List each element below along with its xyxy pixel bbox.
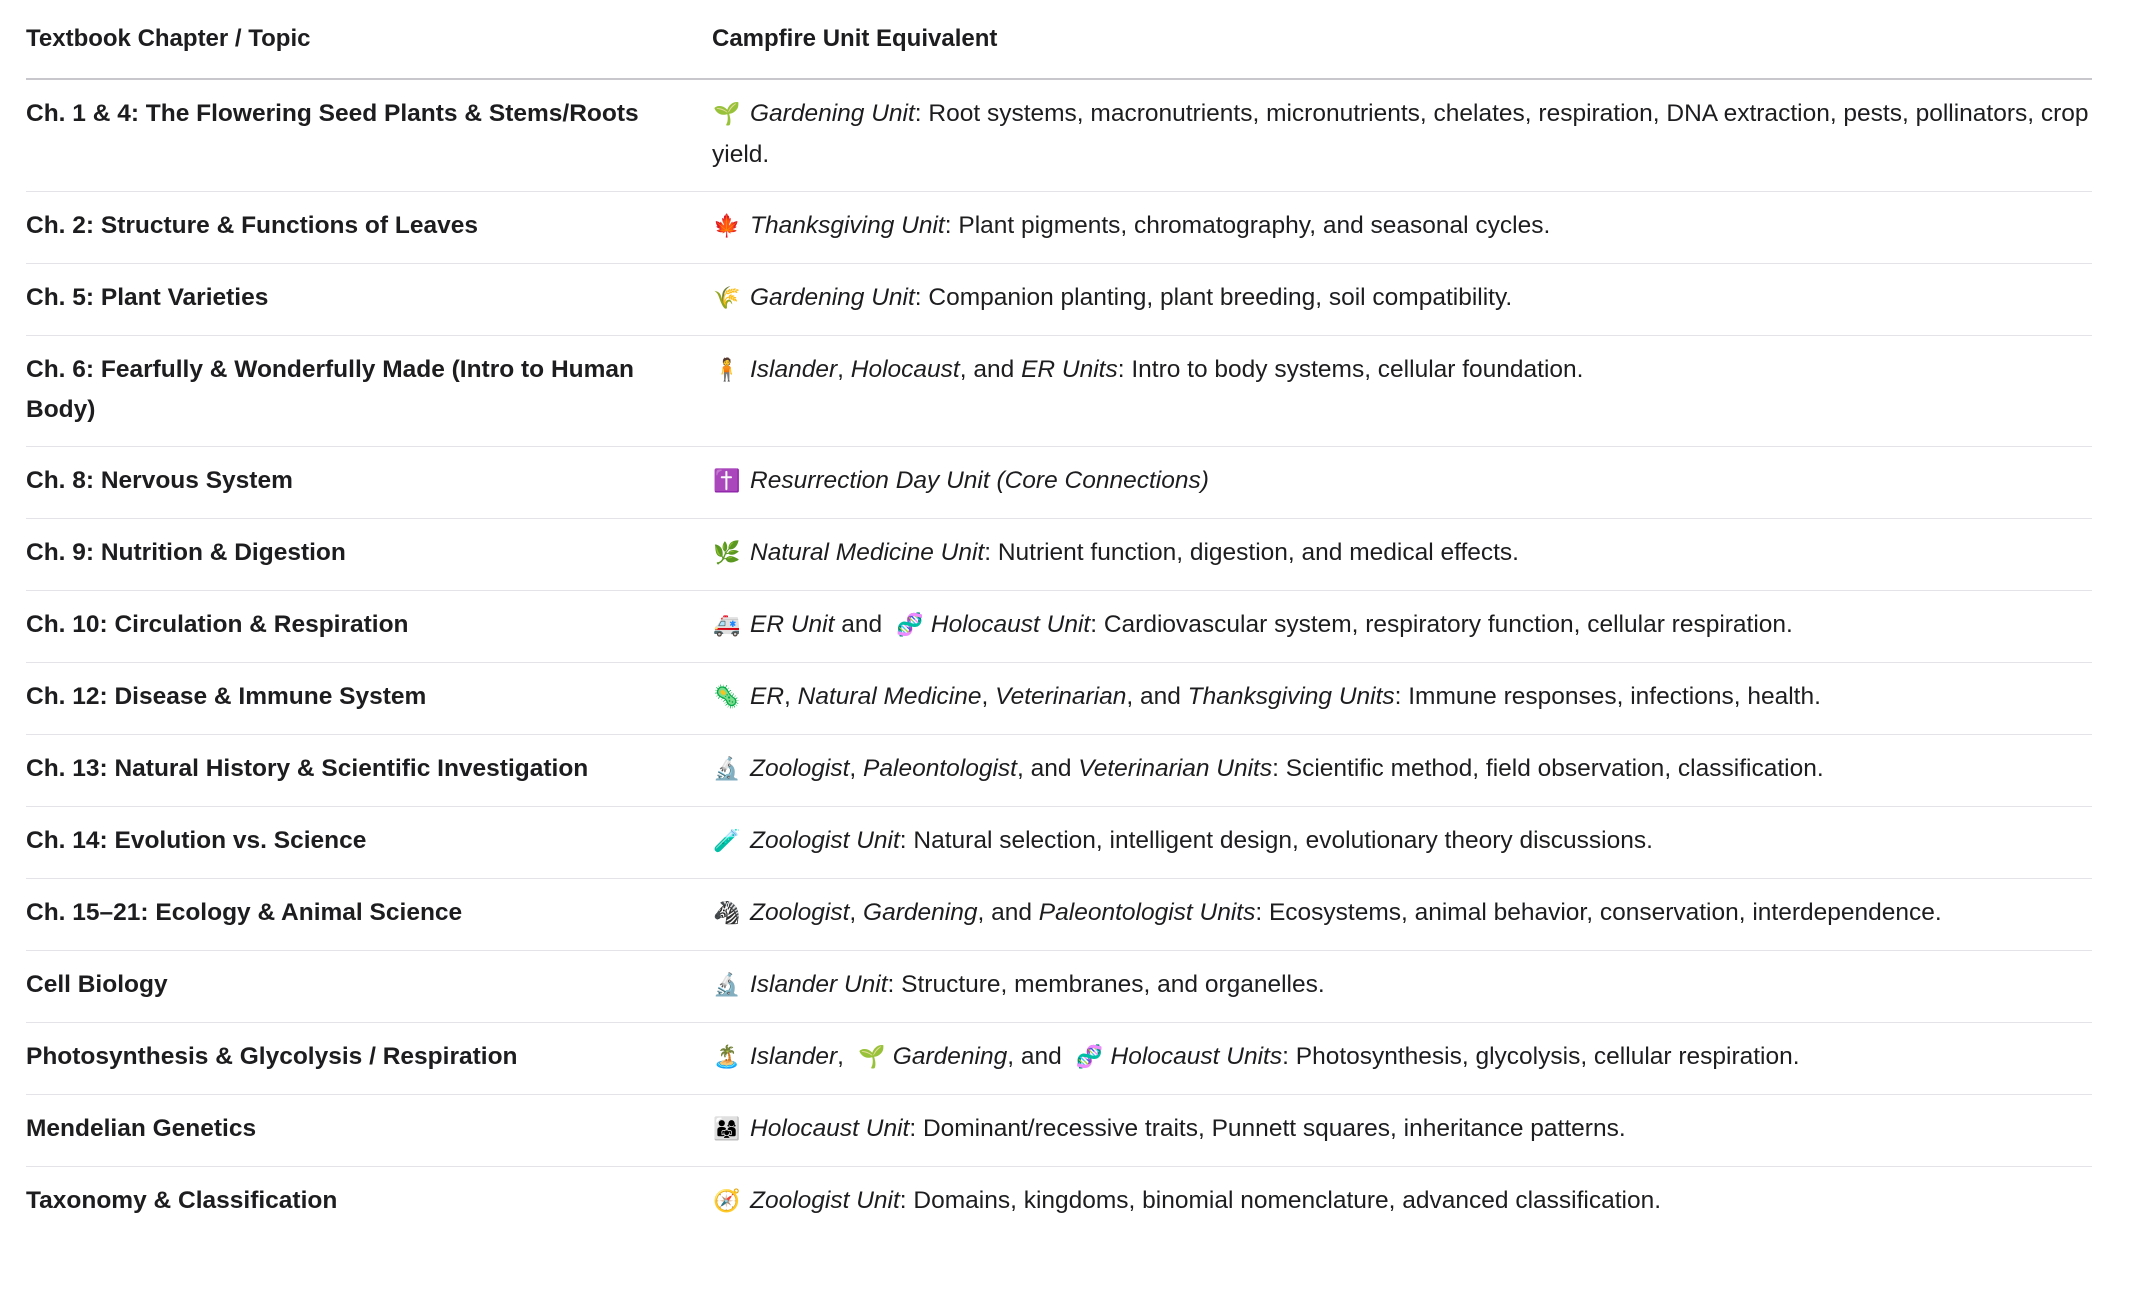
unit-cell xyxy=(712,264,2092,336)
unit-name: Islander xyxy=(750,1043,838,1070)
unit-cell xyxy=(712,192,2092,264)
unit-description: , and xyxy=(959,356,1022,383)
table-row xyxy=(26,1023,2092,1095)
unit-name: Gardening Unit xyxy=(750,284,915,311)
topic-cell: Photosynthesis & Glycolysis / Respiration xyxy=(26,1023,712,1095)
topic-cell: Ch. 9: Nutrition & Digestion xyxy=(26,519,712,591)
unit-cell xyxy=(712,807,2092,879)
unit-cell xyxy=(712,951,2092,1023)
table-row xyxy=(26,519,2092,591)
topic-cell: Ch. 15–21: Ecology & Animal Science xyxy=(26,879,712,951)
unit-name: ER xyxy=(750,683,785,710)
unit-description: : Plant pigments, chromatography, and seasonal cycles. xyxy=(944,212,1551,239)
topic-cell: Taxonomy & Classification xyxy=(26,1187,338,1214)
unit-cell xyxy=(712,591,2092,663)
topic-cell: Ch. 2: Structure & Functions of Leaves xyxy=(26,192,712,264)
table-row xyxy=(26,735,2092,807)
unit-name: Zoologist Unit xyxy=(750,1187,900,1214)
family-icon: 👨‍👩‍👧 xyxy=(713,1117,741,1142)
topic-cell: Mendelian Genetics xyxy=(26,1095,712,1167)
seedling-icon: 🌱 xyxy=(858,1045,886,1070)
table-row xyxy=(26,807,2092,879)
unit-description: : Companion planting, plant breeding, soil compatibility. xyxy=(914,284,1513,311)
table-row xyxy=(26,447,2092,519)
unit-name: Paleontologist xyxy=(863,755,1017,782)
topic-cell: Ch. 12: Disease & Immune System xyxy=(26,663,712,735)
unit-name: Zoologist Unit xyxy=(750,827,900,854)
herb-icon: 🌿 xyxy=(713,541,741,566)
unit-name: Holocaust xyxy=(850,356,960,383)
unit-description: , and xyxy=(1126,683,1188,710)
unit-name: Gardening xyxy=(892,1043,1008,1070)
column-header-unit: Campfire Unit Equivalent xyxy=(712,0,2092,79)
unit-description: , xyxy=(837,1043,851,1070)
unit-description: : Cardiovascular system, respiratory function, cellular respiration. xyxy=(1090,611,1793,638)
dna-icon: 🧬 xyxy=(896,613,924,638)
test-tube-icon: 🧪 xyxy=(713,829,741,854)
unit-name: Holocaust Unit xyxy=(930,611,1091,638)
table-row xyxy=(26,951,2092,1023)
unit-description: : Photosynthesis, glycolysis, cellular respiration. xyxy=(1282,1043,1800,1070)
unit-description: , and xyxy=(977,899,1039,926)
unit-cell xyxy=(712,79,2092,192)
unit-cell xyxy=(712,735,2092,807)
table-row xyxy=(26,663,2092,735)
table-row xyxy=(26,264,2092,336)
table-row xyxy=(26,879,2092,951)
unit-name: Paleontologist Units xyxy=(1038,899,1256,926)
unit-name: Gardening xyxy=(863,899,978,926)
unit-name: Islander Unit xyxy=(750,971,888,998)
microbe-icon: 🦠 xyxy=(713,685,741,710)
unit-description: : Ecosystems, animal behavior, conservation, interdependence. xyxy=(1255,899,1942,926)
unit-name: ER Unit xyxy=(750,611,835,638)
compass-icon: 🧭 xyxy=(713,1189,741,1214)
unit-name: Zoologist xyxy=(750,899,850,926)
table-row xyxy=(26,1167,2092,1239)
unit-name: Zoologist xyxy=(750,755,850,782)
maple-leaf-icon: 🍁 xyxy=(713,214,741,239)
unit-description: , and xyxy=(1016,755,1079,782)
unit-name: Natural Medicine Unit xyxy=(750,539,985,566)
unit-description: : Scientific method, field observation, classification. xyxy=(1272,755,1824,782)
unit-name: Gardening Unit xyxy=(750,100,915,127)
topic-cell: Ch. 10: Circulation & Respiration xyxy=(26,591,712,663)
table-row xyxy=(26,192,2092,264)
zebra-icon: 🦓 xyxy=(713,901,741,926)
ambulance-icon: 🚑 xyxy=(713,613,741,638)
latin-cross-icon: ✝️ xyxy=(713,469,741,494)
unit-name: Thanksgiving Unit xyxy=(750,212,945,239)
unit-description: : Domains, kingdoms, binomial nomenclature, advanced classification. xyxy=(899,1187,1662,1214)
unit-description: : Nutrient function, digestion, and medical effects. xyxy=(984,539,1519,566)
unit-cell xyxy=(712,447,2092,519)
topic-cell: Cell Biology xyxy=(26,951,712,1023)
unit-cell xyxy=(712,879,2092,951)
seedling-icon: 🌱 xyxy=(713,102,741,127)
unit-description: : Dominant/recessive traits, Punnett squares, inheritance patterns. xyxy=(909,1115,1626,1142)
unit-name: Holocaust Units xyxy=(1110,1043,1283,1070)
unit-description: , xyxy=(849,755,864,782)
chapter-unit-table xyxy=(26,0,2092,1238)
mapping-table-container xyxy=(26,0,2092,1238)
microscope-icon: 🔬 xyxy=(713,757,741,782)
person-standing-icon: 🧍 xyxy=(713,358,741,383)
unit-cell xyxy=(712,1095,2092,1167)
column-header-topic: Textbook Chapter / Topic xyxy=(26,0,712,79)
unit-description: and xyxy=(834,611,889,638)
desert-island-icon: 🏝️ xyxy=(713,1045,741,1070)
unit-description: : Intro to body systems, cellular foundation. xyxy=(1117,356,1584,383)
table-header-row xyxy=(26,0,2092,79)
unit-description: : Immune responses, infections, health. xyxy=(1394,683,1821,710)
unit-name: Resurrection Day Unit (Core Connections) xyxy=(750,467,1209,494)
unit-cell xyxy=(712,663,2092,735)
unit-name: Veterinarian Units xyxy=(1078,755,1273,782)
topic-cell: Ch. 6: Fearfully & Wonderfully Made (Intro to Human Body) xyxy=(26,336,712,447)
unit-name: Veterinarian xyxy=(995,683,1127,710)
unit-description: : Natural selection, intelligent design, evolutionary theory discussions. xyxy=(899,827,1653,854)
unit-name: Islander xyxy=(750,356,838,383)
table-row xyxy=(26,1095,2092,1167)
dna-icon: 🧬 xyxy=(1075,1045,1104,1070)
unit-name: Holocaust Unit xyxy=(750,1115,910,1142)
unit-description: , xyxy=(849,899,864,926)
topic-cell: Ch. 14: Evolution vs. Science xyxy=(26,807,712,879)
topic-cell: Ch. 8: Nervous System xyxy=(26,447,712,519)
unit-cell xyxy=(712,336,2092,447)
sheaf-of-rice-icon: 🌾 xyxy=(713,286,741,311)
unit-name: Thanksgiving Units xyxy=(1187,683,1395,710)
table-body xyxy=(26,79,2092,1238)
unit-description: : Root systems, macronutrients, micronutrients, chelates, respiration, DNA extraction, pests, pollinators, crop yield. xyxy=(712,100,2089,168)
table-row xyxy=(26,336,2092,447)
unit-cell xyxy=(712,1023,2092,1095)
unit-name: Natural Medicine xyxy=(797,683,982,710)
unit-name: ER Units xyxy=(1021,356,1118,383)
unit-description: : Structure, membranes, and organelles. xyxy=(887,971,1325,998)
unit-description: , xyxy=(784,683,798,710)
topic-cell: Ch. 1 & 4: The Flowering Seed Plants & Stems/Roots xyxy=(26,79,712,192)
microscope-icon: 🔬 xyxy=(713,973,741,998)
unit-cell xyxy=(712,519,2092,591)
topic-cell: Ch. 13: Natural History & Scientific Investigation xyxy=(26,735,712,807)
table-row xyxy=(26,79,2092,192)
unit-description: , and xyxy=(1007,1043,1069,1070)
unit-description: , xyxy=(981,683,996,710)
topic-cell: Ch. 5: Plant Varieties xyxy=(26,264,712,336)
unit-cell xyxy=(712,1167,2092,1239)
table-row xyxy=(26,591,2092,663)
unit-description: , xyxy=(837,356,851,383)
